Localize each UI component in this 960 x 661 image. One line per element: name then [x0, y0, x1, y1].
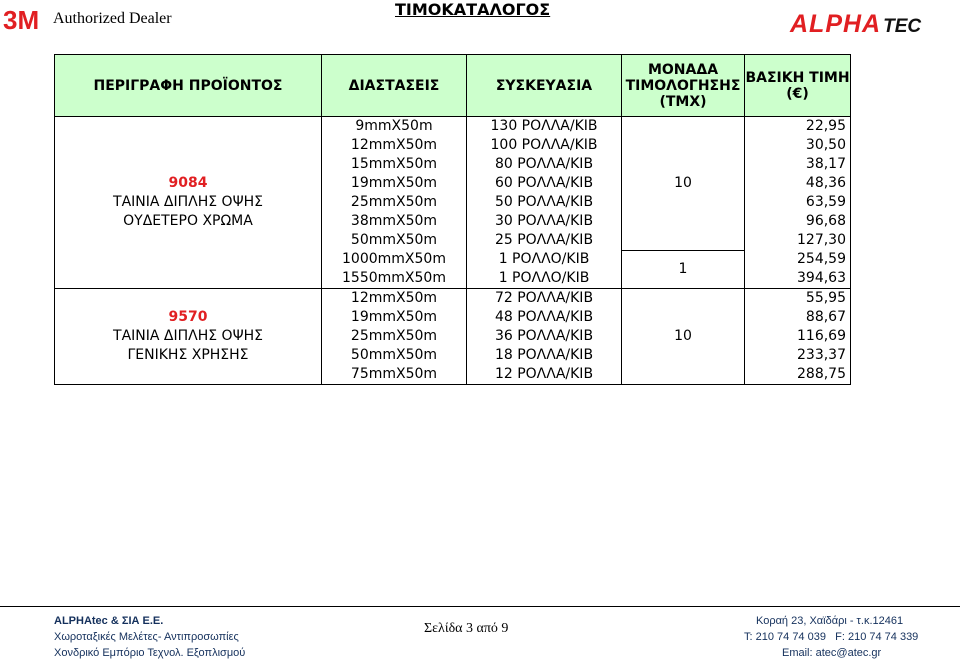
header-unit: ΜΟΝΑΔΑ ΤΙΜΟΛΟΓΗΣΗΣ (ΤΜΧ): [622, 55, 745, 117]
product-name-line1: ΤΑΙΝΙΑ ΔΙΠΛΗΣ ΟΨΗΣ: [113, 328, 263, 344]
packaging-cell: 100 ΡΟΛΛΑ/ΚΙΒ: [467, 136, 622, 155]
unit-cell: 10: [622, 117, 745, 251]
header-price: ΒΑΣΙΚΗ ΤΙΜΗ (€): [745, 55, 851, 117]
product-name-line2: ΟΥΔΕΤΕΡΟ ΧΡΩΜΑ: [123, 213, 253, 229]
price-cell: 96,68: [745, 212, 851, 231]
header-description: ΠΕΡΙΓΡΑΦΗ ΠΡΟΪΟΝΤΟΣ: [55, 55, 322, 117]
price-cell: 288,75: [745, 365, 851, 385]
price-cell: 22,95: [745, 117, 851, 137]
authorized-dealer-label: Authorized Dealer: [53, 10, 172, 27]
packaging-cell: 48 ΡΟΛΛΑ/ΚΙΒ: [467, 308, 622, 327]
packaging-cell: 25 ΡΟΛΛΑ/ΚΙΒ: [467, 231, 622, 250]
alphatec-logo-part2: TEC: [883, 16, 922, 37]
price-cell: 55,95: [745, 289, 851, 309]
price-cell: 116,69: [745, 327, 851, 346]
footer-company-info: [54, 613, 245, 661]
dimension-cell: 38mmX50m: [322, 212, 467, 231]
packaging-cell: 60 ΡΟΛΛΑ/ΚΙΒ: [467, 174, 622, 193]
table-row: [55, 117, 851, 137]
footer-company-line3: Χονδρικό Εμπόριο Τεχνολ. Εξοπλισμού: [54, 647, 246, 659]
product-description-9084: [55, 117, 322, 289]
unit-cell: 10: [622, 289, 745, 385]
3m-logo-text: 3M: [3, 7, 40, 33]
header-dimensions: ΔΙΑΣΤΑΣΕΙΣ: [322, 55, 467, 117]
price-cell: 88,67: [745, 308, 851, 327]
price-cell: 38,17: [745, 155, 851, 174]
alphatec-logo-part1: ALPHA: [790, 10, 882, 38]
product-code: 9570: [168, 309, 208, 325]
dimension-cell: 50mmX50m: [322, 346, 467, 365]
dimension-cell: 9mmX50m: [322, 117, 467, 137]
table-header-row: [55, 55, 851, 117]
packaging-cell: 130 ΡΟΛΛΑ/ΚΙΒ: [467, 117, 622, 137]
product-code: 9084: [168, 175, 208, 191]
product-description-9570: [55, 289, 322, 385]
table-row: [55, 289, 851, 309]
footer-address: Κοραή 23, Χαϊδάρι - τ.κ.12461: [756, 615, 904, 627]
dimension-cell: 15mmX50m: [322, 155, 467, 174]
dimension-cell: 19mmX50m: [322, 308, 467, 327]
price-cell: 48,36: [745, 174, 851, 193]
packaging-cell: 72 ΡΟΛΛΑ/ΚΙΒ: [467, 289, 622, 309]
footer-company-name: ALPHAtec & ΣΙΑ Ε.Ε.: [54, 615, 164, 627]
dimension-cell: 25mmX50m: [322, 327, 467, 346]
price-cell: 63,59: [745, 193, 851, 212]
product-name-line1: ΤΑΙΝΙΑ ΔΙΠΛΗΣ ΟΨΗΣ: [113, 194, 263, 210]
price-cell: 394,63: [745, 269, 851, 289]
footer-contact-info: [744, 613, 918, 661]
packaging-cell: 36 ΡΟΛΛΑ/ΚΙΒ: [467, 327, 622, 346]
footer-email: Email: atec@atec.gr: [782, 647, 882, 659]
page-title: ΤΙΜΟΚΑΤΑΛΟΓΟΣ: [395, 0, 551, 19]
packaging-cell: 1 ΡΟΛΛΟ/ΚΙΒ: [467, 269, 622, 289]
packaging-cell: 18 ΡΟΛΛΑ/ΚΙΒ: [467, 346, 622, 365]
dimension-cell: 75mmX50m: [322, 365, 467, 385]
dimension-cell: 12mmX50m: [322, 289, 467, 309]
packaging-cell: 50 ΡΟΛΛΑ/ΚΙΒ: [467, 193, 622, 212]
dimension-cell: 50mmX50m: [322, 231, 467, 250]
page-number: Σελίδα 3 από 9: [424, 621, 509, 636]
footer-divider: [0, 606, 960, 607]
unit-cell: 1: [622, 250, 745, 289]
dimension-cell: 12mmX50m: [322, 136, 467, 155]
3m-logo: [3, 7, 45, 33]
packaging-cell: 80 ΡΟΛΛΑ/ΚΙΒ: [467, 155, 622, 174]
dimension-cell: 25mmX50m: [322, 193, 467, 212]
dimension-cell: 1550mmX50m: [322, 269, 467, 289]
price-table: [54, 54, 851, 385]
dimension-cell: 1000mmX50m: [322, 250, 467, 269]
price-cell: 233,37: [745, 346, 851, 365]
packaging-cell: 1 ΡΟΛΛΟ/ΚΙΒ: [467, 250, 622, 269]
price-cell: 30,50: [745, 136, 851, 155]
dimension-cell: 19mmX50m: [322, 174, 467, 193]
packaging-cell: 12 ΡΟΛΛΑ/ΚΙΒ: [467, 365, 622, 385]
footer-phones: T: 210 74 74 039 F: 210 74 74 339: [744, 631, 919, 643]
price-cell: 127,30: [745, 231, 851, 250]
product-name-line2: ΓΕΝΙΚΗΣ ΧΡΗΣΗΣ: [127, 347, 249, 363]
header-packaging: ΣΥΣΚΕΥΑΣΙΑ: [467, 55, 622, 117]
footer-company-line2: Χωροταξικές Μελέτες- Αντιπροσωπίες: [54, 631, 239, 643]
packaging-cell: 30 ΡΟΛΛΑ/ΚΙΒ: [467, 212, 622, 231]
alphatec-logo: [790, 10, 921, 39]
price-cell: 254,59: [745, 250, 851, 269]
